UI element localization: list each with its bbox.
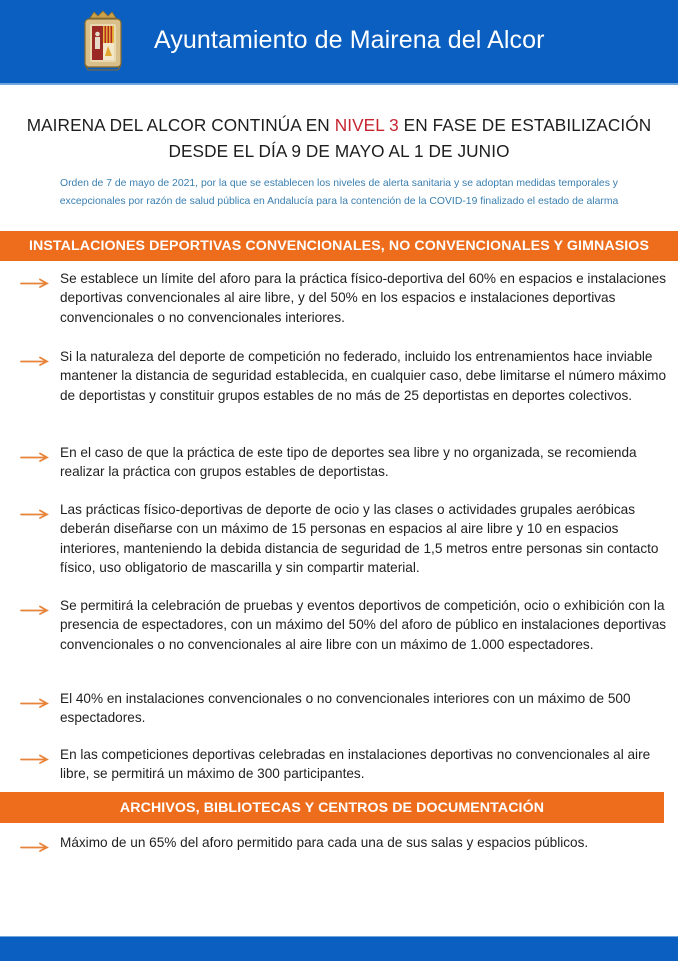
header-title: Ayuntamiento de Mairena del Alcor bbox=[154, 26, 545, 54]
arrow-right-icon bbox=[20, 356, 50, 366]
section-heading-archives-libraries: ARCHIVOS, BIBLIOTECAS Y CENTROS DE DOCUMENTACIÓN bbox=[0, 792, 664, 823]
list-item-text: Si la naturaleza del deporte de competición no federado, incluido los entrenamientos hace inviable mantener la distancia de seguridad establecida, en cualquier caso, debe limitarse el número máximo de deportistas y constituir grupos estables de no más de 25 deportistas en deportes colectivos. bbox=[60, 349, 667, 403]
page-title-line-2: DESDE EL DÍA 9 DE MAYO AL 1 DE JUNIO bbox=[168, 141, 510, 161]
list-item-text: Las prácticas físico-deportivas de deporte de ocio y las clases o actividades grupales aeróbicas deberán diseñarse con un máximo de 15 personas en espacios al aire libre y 10 en espacios interiores, manteniendo la debida distancia de seguridad de 1,5 metros entre personas sin contacto físico, uso obligatorio de mascarilla y sin compartir material. bbox=[60, 502, 659, 576]
arrow-right-icon bbox=[20, 842, 50, 852]
page-title bbox=[0, 112, 678, 164]
list-item-text: Se establece un límite del aforo para la práctica físico-deportiva del 60% en espacios e instalaciones deportivas convencionales al aire libre, y del 50% en los espacios e instalaciones deportivas convencionales o no convencionales interiores. bbox=[60, 271, 667, 325]
arrow-right-icon bbox=[20, 452, 50, 462]
list-item-text: El 40% en instalaciones convencionales o no convencionales interiores con un máximo de 500 espectadores. bbox=[60, 691, 631, 726]
title-text: MAIRENA DEL ALCOR CONTINÚA EN bbox=[26, 115, 335, 135]
title-text: EN FASE DE ESTABILIZACIÓN bbox=[398, 115, 652, 135]
legal-reference-line-2: excepcionales por razón de salud pública en Andalucía para la contención de la COVID-19 finalizado el estado de alarma bbox=[59, 196, 619, 207]
arrow-right-icon bbox=[20, 754, 50, 764]
section-heading-sports-facilities: INSTALACIONES DEPORTIVAS CONVENCIONALES, NO CONVENCIONALES Y GIMNASIOS bbox=[0, 231, 678, 261]
legal-reference-line-1: Orden de 7 de mayo de 2021, por la que se establecen los niveles de alerta sanitaria y se adoptan medidas temporales y bbox=[60, 178, 618, 189]
list-item-text: En el caso de que la práctica de este tipo de deportes sea libre y no organizada, se recomienda realizar la práctica con grupos estables de deportistas. bbox=[60, 445, 637, 480]
arrow-right-icon bbox=[20, 509, 50, 519]
page-title-line-1 bbox=[0, 112, 678, 138]
arrow-right-icon bbox=[20, 605, 50, 615]
list-item-text: En las competiciones deportivas celebradas en instalaciones deportivas no convencionales al aire libre, se permitirá un máximo de 300 participantes. bbox=[60, 747, 651, 782]
header-banner bbox=[0, 0, 678, 85]
level-highlight: NIVEL 3 bbox=[334, 115, 399, 135]
list-item-text: Se permitirá la celebración de pruebas y eventos deportivos de competición, ocio o exhibición con la presencia de espectadores, con un máximo del 50% del aforo de público en instalaciones deportivas convencionales o no convencionales al aire libre con un máximo de 1.000 espectadores. bbox=[60, 598, 667, 652]
arrow-right-icon bbox=[20, 698, 50, 708]
arrow-right-icon bbox=[20, 278, 50, 288]
coat-of-arms-icon bbox=[82, 10, 124, 72]
list-item-text: Máximo de un 65% del aforo permitido para cada una de sus salas y espacios públicos. bbox=[60, 835, 589, 850]
footer-band bbox=[0, 936, 678, 961]
legal-reference bbox=[10, 175, 668, 211]
